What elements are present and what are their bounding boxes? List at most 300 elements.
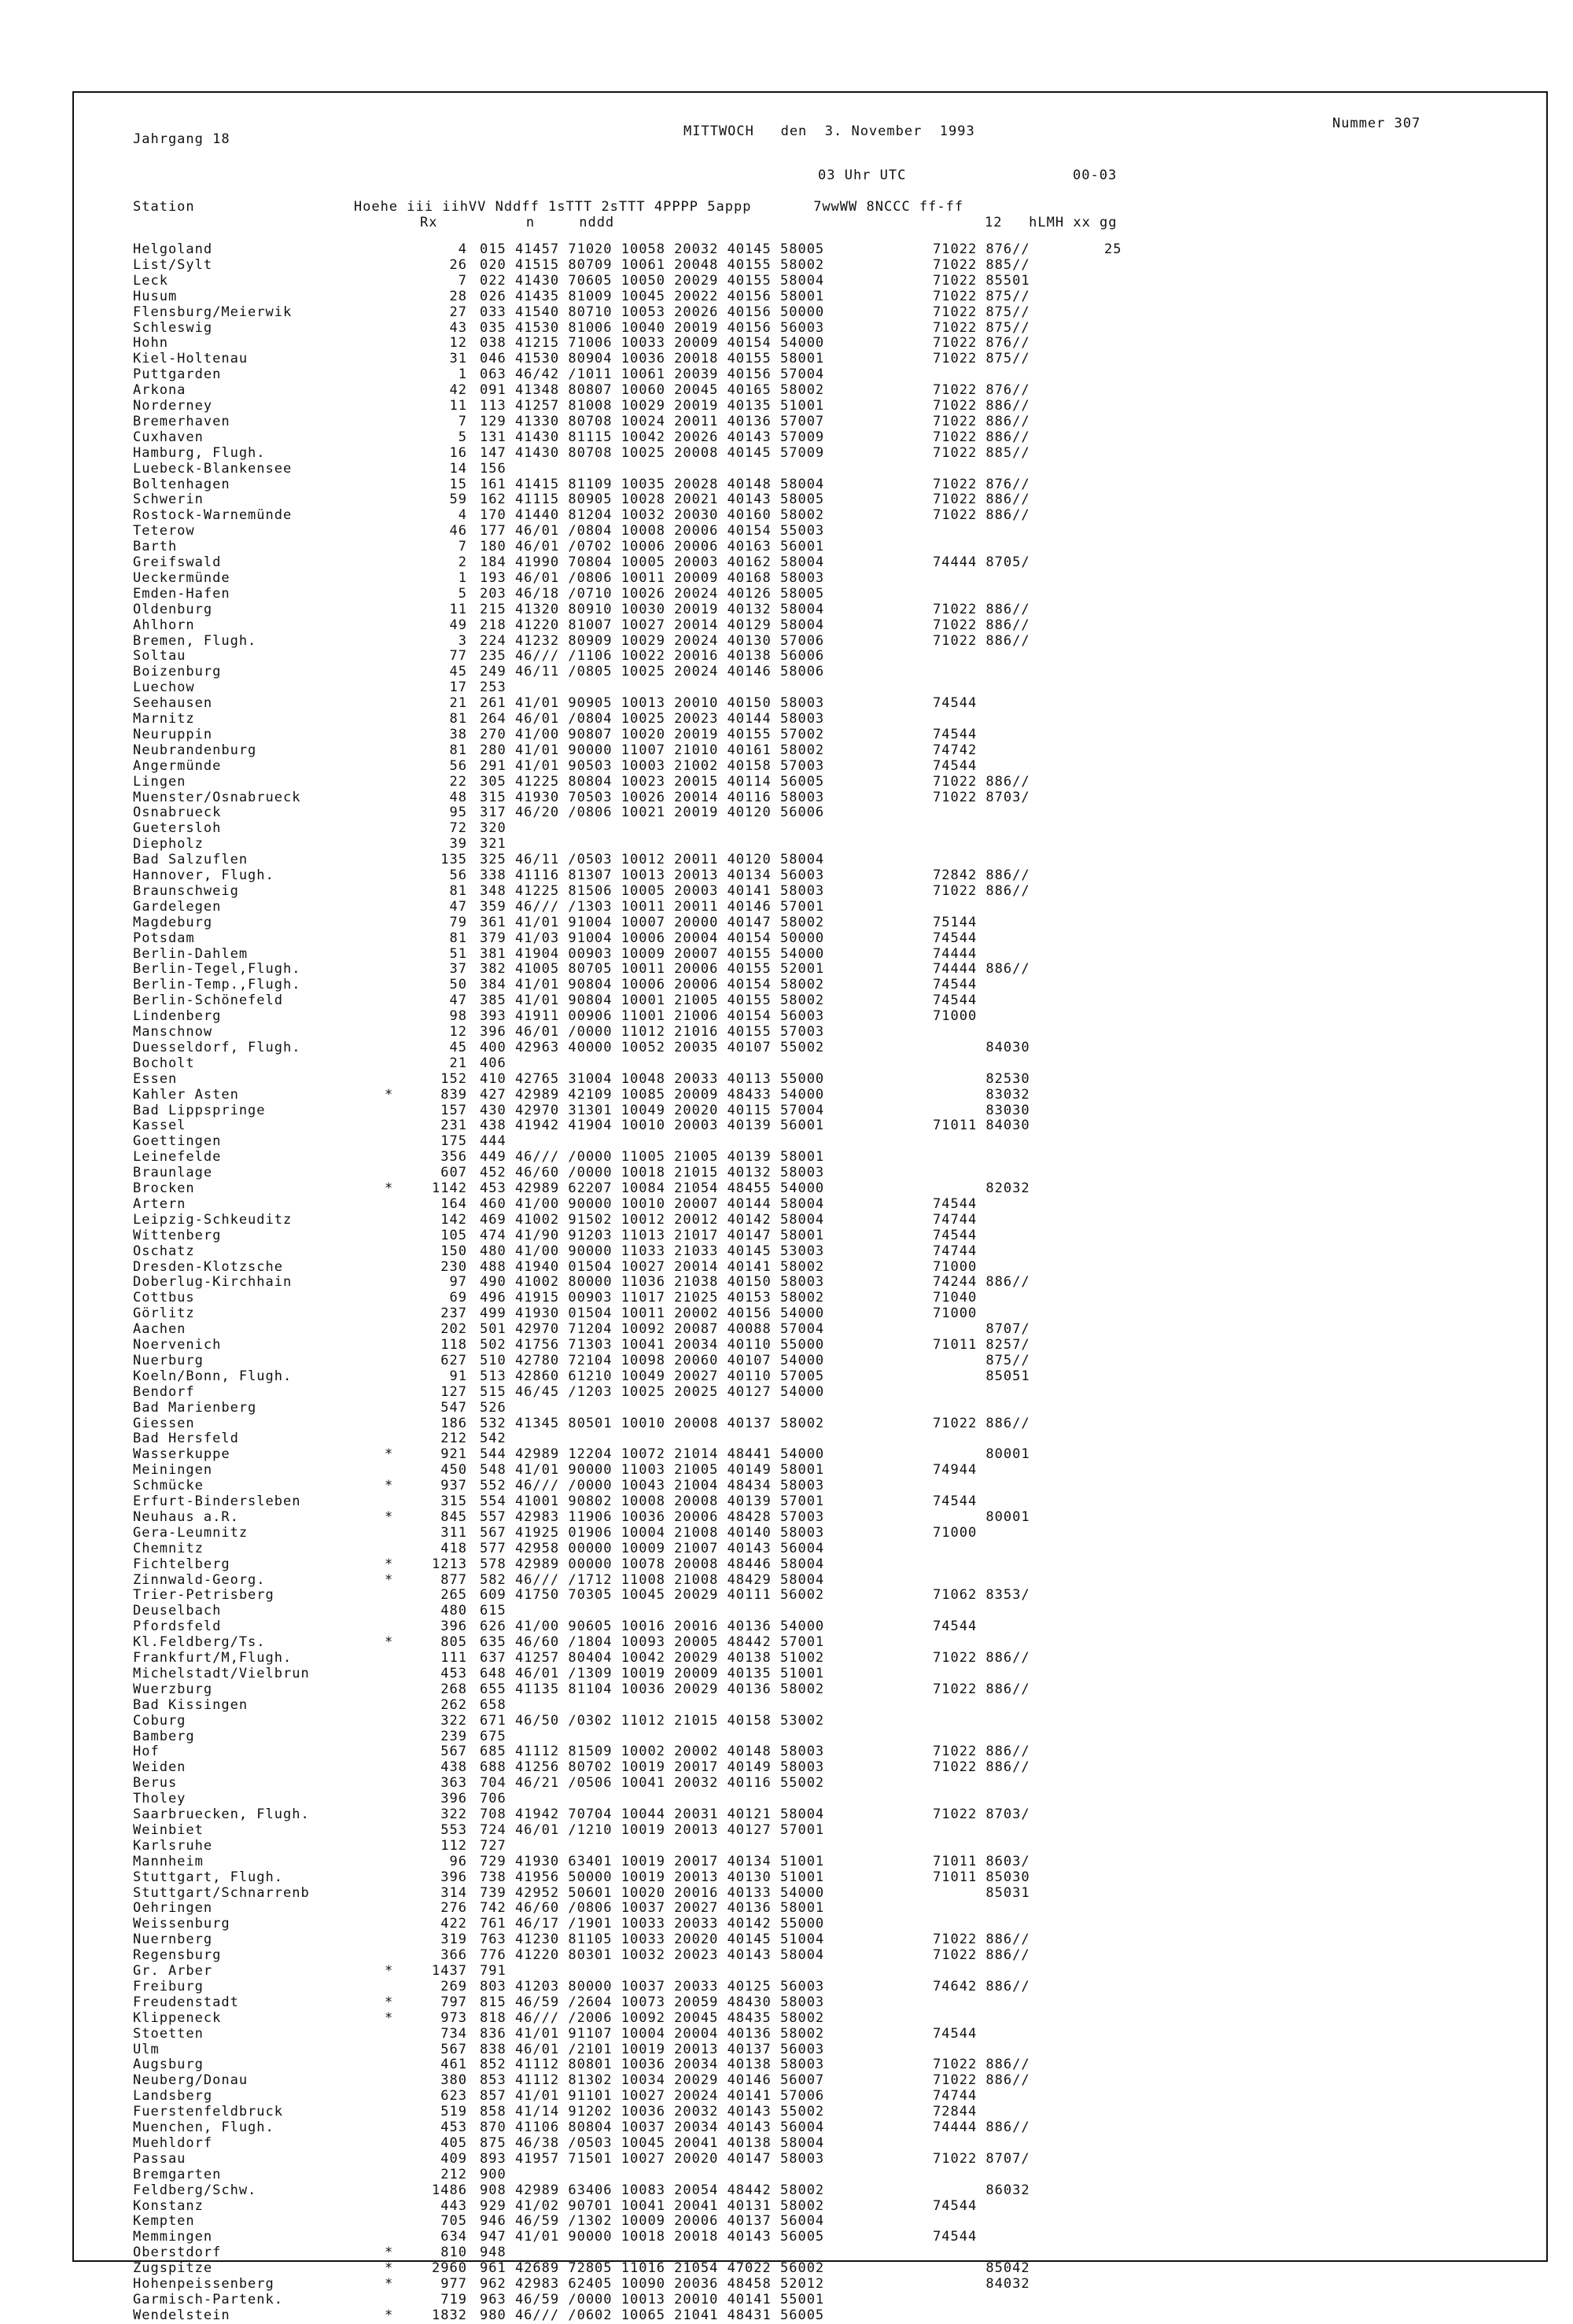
synop-codes: 544 42989 12204 10072 21014 48441 54000 — [480, 1446, 825, 1463]
additional-groups: 80001 — [933, 1446, 1030, 1463]
station-height: 438 — [440, 1759, 467, 1776]
additional-groups: 71022 886// — [933, 773, 1030, 790]
additional-groups: 72842 886// — [933, 867, 1030, 883]
station-height: 453 — [440, 2120, 467, 2135]
station-height: 45 — [449, 664, 467, 680]
station-name: Puttgarden — [133, 367, 222, 383]
synop-codes: 253 — [480, 680, 507, 696]
station-height: 315 — [440, 1493, 467, 1509]
synop-codes: 400 42963 40000 10052 20035 40107 55002 — [480, 1039, 825, 1055]
synop-codes: 688 41256 80702 10019 20017 40149 58003 — [480, 1759, 825, 1776]
synop-codes: 496 41915 00903 11017 21025 40153 58002 — [480, 1290, 825, 1306]
table-row — [74, 2136, 1549, 2152]
mountain-marker: * — [385, 1180, 394, 1196]
table-row — [74, 931, 1549, 947]
synop-codes: 875 46/38 /0503 10045 20041 40138 58004 — [480, 2134, 825, 2151]
additional-groups: 71022 885// — [933, 256, 1030, 273]
additional-groups: 71022 886// — [933, 1681, 1030, 1697]
synop-codes: 046 41530 80904 10036 20018 40155 58001 — [480, 351, 825, 367]
table-row — [74, 1103, 1549, 1119]
synop-codes: 803 41203 80000 10037 20033 40125 56003 — [480, 1978, 825, 1994]
table-row — [74, 1244, 1549, 1260]
synop-codes: 557 42983 11906 10036 20006 48428 57003 — [480, 1508, 825, 1525]
station-name: Leipzig-Schkeuditz — [133, 1212, 293, 1228]
table-row — [74, 1009, 1549, 1025]
station-height: 366 — [440, 1947, 467, 1964]
station-height: 59 — [449, 492, 467, 508]
station-name: Zugspitze — [133, 2261, 213, 2277]
station-height: 5 — [458, 585, 467, 602]
station-name: Osnabrueck — [133, 805, 222, 821]
table-row — [74, 1213, 1549, 1228]
date-line: MITTWOCH den 3. November 1993 — [683, 123, 975, 139]
table-row — [74, 993, 1549, 1009]
station-name: Bad Hersfeld — [133, 1431, 239, 1447]
station-name: Bremen, Flugh. — [133, 633, 257, 649]
additional-groups: 71000 — [933, 1306, 978, 1322]
station-height: 405 — [440, 2134, 467, 2151]
station-height: 396 — [440, 1869, 467, 1885]
station-height: 142 — [440, 1211, 467, 1228]
station-name: Muenchen, Flugh. — [133, 2120, 274, 2135]
synop-codes: 729 41930 63401 10019 20017 40134 51001 — [480, 1853, 825, 1869]
station-height: 380 — [440, 2072, 467, 2089]
station-height: 453 — [440, 1665, 467, 1681]
synop-codes: 582 46/// /1712 11008 21008 48429 58004 — [480, 1571, 825, 1588]
station-name: Augsburg — [133, 2057, 204, 2073]
synop-codes: 963 46/59 /0000 10013 20010 40141 55001 — [480, 2291, 825, 2307]
station-name: Bad Marienberg — [133, 1400, 257, 1416]
station-name: Neuberg/Donau — [133, 2073, 249, 2089]
station-name: Görlitz — [133, 1306, 195, 1322]
synop-codes: 249 46/11 /0805 10025 20024 40146 58006 — [480, 664, 825, 680]
station-name: Mannheim — [133, 1854, 204, 1869]
station-name: Leck — [133, 273, 168, 289]
station-name: Hamburg, Flugh. — [133, 445, 266, 461]
station-name: Norderney — [133, 399, 213, 414]
station-name: Nuernberg — [133, 1932, 213, 1948]
table-row — [74, 2152, 1549, 2167]
synop-codes: 348 41225 81506 10005 20003 40141 58003 — [480, 882, 825, 899]
table-row — [74, 1291, 1549, 1306]
synop-codes: 626 41/00 90605 10016 20016 40136 54000 — [480, 1619, 825, 1635]
table-row — [74, 305, 1549, 321]
station-height: 157 — [440, 1102, 467, 1118]
table-row — [74, 383, 1549, 399]
additional-groups: 71000 — [933, 1258, 978, 1275]
station-height: 839 — [440, 1086, 467, 1103]
synop-codes: 671 46/50 /0302 11012 21015 40158 53002 — [480, 1712, 825, 1729]
table-row — [74, 1995, 1549, 2011]
synop-codes: 161 41415 81109 10035 20028 40148 58004 — [480, 476, 825, 492]
table-row — [74, 1072, 1549, 1088]
synop-codes: 526 — [480, 1399, 507, 1416]
synop-codes: 946 46/59 /1302 10009 20006 40137 56004 — [480, 2213, 825, 2230]
station-name: Kl.Feldberg/Ts. — [133, 1635, 266, 1651]
table-row — [74, 2042, 1549, 2058]
station-height: 268 — [440, 1681, 467, 1697]
station-name: Braunlage — [133, 1166, 213, 1181]
station-height: 135 — [440, 852, 467, 868]
synop-codes: 502 41756 71303 10041 20034 40110 55000 — [480, 1337, 825, 1353]
additional-groups: 71062 8353/ — [933, 1587, 1030, 1604]
table-row — [74, 571, 1549, 587]
synop-codes: 452 46/60 /0000 10018 21015 40132 58003 — [480, 1165, 825, 1181]
table-row — [74, 2105, 1549, 2120]
synop-codes: 320 — [480, 820, 507, 837]
station-name: Michelstadt/Vielbrun — [133, 1666, 310, 1681]
station-name: Giessen — [133, 1416, 195, 1431]
synop-codes: 838 46/01 /2101 10019 20013 40137 56003 — [480, 2041, 825, 2057]
table-row — [74, 1776, 1549, 1792]
station-name: Weinbiet — [133, 1822, 204, 1838]
synop-codes: 893 41957 71501 10027 20020 40147 58003 — [480, 2150, 825, 2167]
station-height: 118 — [440, 1337, 467, 1353]
table-row — [74, 352, 1549, 367]
station-name: Bendorf — [133, 1384, 195, 1400]
station-name: Gera-Leumnitz — [133, 1525, 249, 1541]
additional-groups: 71022 885// — [933, 444, 1030, 461]
station-name: Trier-Petrisberg — [133, 1588, 274, 1604]
station-height: 921 — [440, 1446, 467, 1463]
table-row — [74, 2199, 1549, 2215]
additional-groups: 71022 85501 — [933, 272, 1030, 289]
station-name: Weissenburg — [133, 1917, 230, 1932]
station-name: Neuruppin — [133, 727, 213, 742]
additional-groups: 71022 886// — [933, 617, 1030, 633]
synop-codes: 317 46/20 /0806 10021 20019 40120 56006 — [480, 805, 825, 821]
additional-groups: 71022 886// — [933, 882, 1030, 899]
table-row — [74, 1557, 1549, 1573]
table-row — [74, 727, 1549, 743]
synop-codes: 131 41430 81115 10042 20026 40143 57009 — [480, 429, 825, 445]
table-row — [74, 1494, 1549, 1510]
station-height: 152 — [440, 1070, 467, 1087]
station-height: 356 — [440, 1149, 467, 1166]
additional-groups: 80001 — [933, 1508, 1030, 1525]
station-name: Passau — [133, 2151, 186, 2167]
table-row — [74, 805, 1549, 821]
synop-codes: 147 41430 80708 10025 20008 40145 57009 — [480, 444, 825, 461]
synop-codes: 609 41750 70305 10045 20029 40111 56002 — [480, 1587, 825, 1604]
station-name: Stuttgart/Schnarrenb — [133, 1885, 310, 1901]
synop-codes: 406 — [480, 1055, 507, 1071]
table-row — [74, 477, 1549, 493]
station-height: 15 — [449, 476, 467, 492]
synop-codes: 469 41002 91502 10012 20012 40142 58004 — [480, 1211, 825, 1228]
table-row — [74, 1744, 1549, 1760]
additional-groups: 74544 — [933, 726, 978, 742]
synop-codes: 515 46/45 /1203 10025 20025 40127 54000 — [480, 1383, 825, 1400]
station-height: 422 — [440, 1916, 467, 1932]
synop-codes: 739 42952 50601 10020 20016 40133 54000 — [480, 1884, 825, 1901]
station-height: 396 — [440, 1791, 467, 1807]
table-row — [74, 1025, 1549, 1040]
station-name: Duesseldorf, Flugh. — [133, 1040, 301, 1055]
mountain-marker: * — [385, 1994, 394, 2010]
station-name: Manschnow — [133, 1025, 213, 1040]
station-name: Gardelegen — [133, 899, 222, 915]
table-row — [74, 775, 1549, 790]
table-row — [74, 900, 1549, 915]
synop-codes: 038 41215 71006 10033 20009 40154 54000 — [480, 335, 825, 352]
table-row — [74, 1088, 1549, 1103]
station-height: 127 — [440, 1383, 467, 1400]
station-height: 1486 — [432, 2182, 467, 2198]
mountain-marker: * — [385, 1086, 394, 1103]
mountain-marker: * — [385, 1556, 394, 1572]
synop-codes: 379 41/03 91004 10006 20004 40154 50000 — [480, 930, 825, 946]
synop-codes: 361 41/01 91004 10007 20000 40147 58002 — [480, 914, 825, 930]
table-row — [74, 2120, 1549, 2136]
table-row — [74, 1385, 1549, 1401]
additional-groups: 74544 — [933, 993, 978, 1009]
station-name: Flensburg/Meierwik — [133, 304, 293, 320]
additional-groups: 71022 886// — [933, 413, 1030, 429]
station-height: 265 — [440, 1587, 467, 1604]
station-name: Guetersloh — [133, 821, 222, 837]
table-row — [74, 2011, 1549, 2027]
additional-groups: 74944 — [933, 1462, 978, 1479]
table-row — [74, 665, 1549, 680]
station-height: 56 — [449, 757, 467, 774]
synop-codes: 203 46/18 /0710 10026 20024 40126 58005 — [480, 585, 825, 602]
station-height: 877 — [440, 1571, 467, 1588]
station-height: 51 — [449, 945, 467, 962]
station-height: 418 — [440, 1540, 467, 1556]
table-row — [74, 680, 1549, 696]
additional-groups: 71022 875// — [933, 304, 1030, 320]
station-height: 237 — [440, 1306, 467, 1322]
station-name: Karlsruhe — [133, 1838, 213, 1854]
mountain-marker: * — [385, 2307, 394, 2323]
station-name: Soltau — [133, 649, 186, 665]
table-row — [74, 1729, 1549, 1745]
table-row — [74, 1338, 1549, 1354]
synop-codes: 218 41220 81007 10027 20014 40129 58004 — [480, 617, 825, 633]
table-row — [74, 2308, 1549, 2324]
synop-codes: 637 41257 80404 10042 20029 40138 51002 — [480, 1650, 825, 1666]
table-row — [74, 1698, 1549, 1714]
mountain-marker: * — [385, 1571, 394, 1588]
station-name: Muehldorf — [133, 2135, 213, 2151]
station-height: 212 — [440, 1431, 467, 1447]
synop-codes: 870 41106 80804 10037 20034 40143 56004 — [480, 2120, 825, 2135]
mountain-marker: * — [385, 2245, 394, 2261]
table-row — [74, 1181, 1549, 1197]
additional-groups: 85051 — [933, 1368, 1030, 1384]
additional-groups: 74642 886// — [933, 1978, 1030, 1994]
synop-codes: 490 41002 80000 11036 21038 40150 58003 — [480, 1274, 825, 1291]
table-row — [74, 1823, 1549, 1839]
station-name: Bremgarten — [133, 2167, 222, 2182]
station-height: 1832 — [432, 2307, 467, 2323]
table-row — [74, 1479, 1549, 1494]
synop-codes: 791 — [480, 1963, 507, 1979]
station-name: Konstanz — [133, 2198, 204, 2214]
station-name: Ulm — [133, 2042, 160, 2057]
synop-codes: 542 — [480, 1431, 507, 1447]
station-name: Greifswald — [133, 555, 222, 570]
station-height: 12 — [449, 1024, 467, 1040]
station-name: Kassel — [133, 1118, 186, 1134]
station-name: Muenster/Osnabrueck — [133, 790, 301, 805]
table-row — [74, 462, 1549, 477]
station-height: 21 — [449, 695, 467, 712]
additional-groups: 71011 8603/ — [933, 1853, 1030, 1869]
table-row — [74, 759, 1549, 775]
station-height: 269 — [440, 1978, 467, 1994]
station-name: Berlin-Dahlem — [133, 946, 249, 962]
synop-codes: 548 41/01 90000 11003 21005 40149 58001 — [480, 1462, 825, 1479]
station-name: Schmücke — [133, 1479, 204, 1494]
synop-codes: 449 46/// /0000 11005 21005 40139 58001 — [480, 1149, 825, 1166]
station-name: Dresden-Klotzsche — [133, 1259, 283, 1275]
synop-codes: 738 41956 50000 10019 20013 40130 51001 — [480, 1869, 825, 1885]
synop-codes: 264 46/01 /0804 10025 20023 40144 58003 — [480, 711, 825, 727]
synop-codes: 453 42989 62207 10084 21054 48455 54000 — [480, 1180, 825, 1196]
additional-groups: 74544 — [933, 977, 978, 993]
station-height: 409 — [440, 2150, 467, 2167]
additional-groups: 74744 — [933, 1243, 978, 1259]
synop-codes: 215 41320 80910 10030 20019 40132 58004 — [480, 601, 825, 617]
synop-codes: 724 46/01 /1210 10019 20013 40127 57001 — [480, 1821, 825, 1838]
station-height: 39 — [449, 836, 467, 853]
additional-groups: 71022 886// — [933, 1759, 1030, 1776]
additional-groups: 74544 — [933, 1227, 978, 1243]
station-name: Oehringen — [133, 1901, 213, 1917]
additional-groups: 71022 875// — [933, 351, 1030, 367]
station-height: 81 — [449, 930, 467, 946]
station-height: 11 — [449, 398, 467, 414]
station-height: 977 — [440, 2276, 467, 2292]
station-height: 7 — [458, 539, 467, 555]
additional-groups: 71011 84030 — [933, 1118, 1030, 1134]
station-name: Aachen — [133, 1322, 186, 1338]
station-name: Frankfurt/M,Flugh. — [133, 1651, 293, 1666]
mountain-marker: * — [385, 2276, 394, 2292]
table-row — [74, 1040, 1549, 1056]
station-height: 719 — [440, 2291, 467, 2307]
station-height: 16 — [449, 444, 467, 461]
station-height: 98 — [449, 1008, 467, 1025]
additional-groups: 71022 886// — [933, 2057, 1030, 2073]
additional-groups: 71040 — [933, 1290, 978, 1306]
synop-codes: 577 42958 00000 10009 21007 40143 56004 — [480, 1540, 825, 1556]
station-height: 845 — [440, 1508, 467, 1525]
station-name: Landsberg — [133, 2089, 213, 2105]
table-row — [74, 868, 1549, 884]
table-row — [74, 1573, 1549, 1589]
table-row — [74, 884, 1549, 900]
station-height: 72 — [449, 820, 467, 837]
additional-groups: 82032 — [933, 1180, 1030, 1196]
additional-groups: 71022 886// — [933, 492, 1030, 508]
table-row — [74, 1526, 1549, 1541]
station-name: Zinnwald-Georg. — [133, 1572, 266, 1588]
additional-groups: 71000 — [933, 1008, 978, 1025]
table-row — [74, 1604, 1549, 1619]
synop-codes: 156 — [480, 460, 507, 477]
synop-codes: 184 41990 70804 10005 20003 40162 58004 — [480, 554, 825, 570]
station-name: Marnitz — [133, 712, 195, 727]
synop-codes: 315 41930 70503 10026 20014 40116 58003 — [480, 789, 825, 805]
additional-groups: 83032 — [933, 1086, 1030, 1103]
additional-groups: 83030 — [933, 1102, 1030, 1118]
issue-number: Nummer 307 — [1332, 116, 1421, 131]
station-height: 112 — [440, 1837, 467, 1854]
station-height: 363 — [440, 1775, 467, 1792]
additional-groups: 84030 — [933, 1039, 1030, 1055]
table-row — [74, 1588, 1549, 1604]
station-name: Lingen — [133, 774, 186, 790]
station-height: 450 — [440, 1462, 467, 1479]
synop-codes: 552 46/// /0000 10043 21004 48434 58003 — [480, 1478, 825, 1494]
synop-codes: 033 41540 80710 10053 20026 40156 50000 — [480, 304, 825, 320]
synop-codes: 900 — [480, 2166, 507, 2182]
synop-codes: 501 42970 71204 10092 20087 40088 57004 — [480, 1321, 825, 1338]
station-height: 230 — [440, 1258, 467, 1275]
station-height: 810 — [440, 2245, 467, 2261]
table-row — [74, 1964, 1549, 1980]
station-name: Luebeck-Blankensee — [133, 461, 293, 477]
table-row — [74, 2214, 1549, 2230]
mountain-marker: * — [385, 1634, 394, 1651]
station-height: 77 — [449, 648, 467, 665]
station-name: Kiel-Holtenau — [133, 352, 249, 367]
station-name: Hannover, Flugh. — [133, 868, 274, 883]
table-row — [74, 1447, 1549, 1463]
synop-codes: 382 41005 80705 10011 20006 40155 52001 — [480, 961, 825, 978]
station-height: 314 — [440, 1884, 467, 1901]
synop-codes: 063 46/42 /1011 10061 20039 40156 57004 — [480, 366, 825, 383]
table-row — [74, 274, 1549, 289]
station-height: 1142 — [432, 1180, 467, 1196]
station-name: Brocken — [133, 1181, 195, 1196]
synop-codes: 554 41001 90802 10008 20008 40139 57001 — [480, 1493, 825, 1509]
table-row — [74, 634, 1549, 650]
table-row — [74, 446, 1549, 462]
table-row — [74, 2261, 1549, 2277]
station-name: Coburg — [133, 1713, 186, 1729]
station-height: 186 — [440, 1415, 467, 1431]
table-row — [74, 1369, 1549, 1385]
table-row — [74, 1431, 1549, 1447]
station-height: 28 — [449, 288, 467, 304]
table-row — [74, 2245, 1549, 2261]
additional-groups: 74744 — [933, 2088, 978, 2105]
synop-codes: 444 — [480, 1133, 507, 1150]
station-name: Schleswig — [133, 320, 213, 336]
station-name: Artern — [133, 1196, 186, 1212]
synop-codes: 325 46/11 /0503 10012 20011 40120 58004 — [480, 852, 825, 868]
table-row — [74, 587, 1549, 602]
table-row — [74, 1541, 1549, 1557]
table-row — [74, 555, 1549, 571]
station-height: 805 — [440, 1634, 467, 1651]
synop-codes: 853 41112 81302 10034 20029 40146 56007 — [480, 2072, 825, 2089]
table-row — [74, 2057, 1549, 2073]
synop-codes: 961 42689 72805 11016 21054 47022 56002 — [480, 2260, 825, 2277]
synop-codes: 385 41/01 90804 10001 21005 40155 58002 — [480, 993, 825, 1009]
station-name: Bremerhaven — [133, 414, 230, 429]
station-height: 95 — [449, 805, 467, 821]
additional-groups: 85042 — [933, 2260, 1030, 2277]
table-row — [74, 962, 1549, 978]
station-height: 81 — [449, 742, 467, 758]
station-name: Angermünde — [133, 758, 222, 774]
table-row — [74, 2027, 1549, 2042]
